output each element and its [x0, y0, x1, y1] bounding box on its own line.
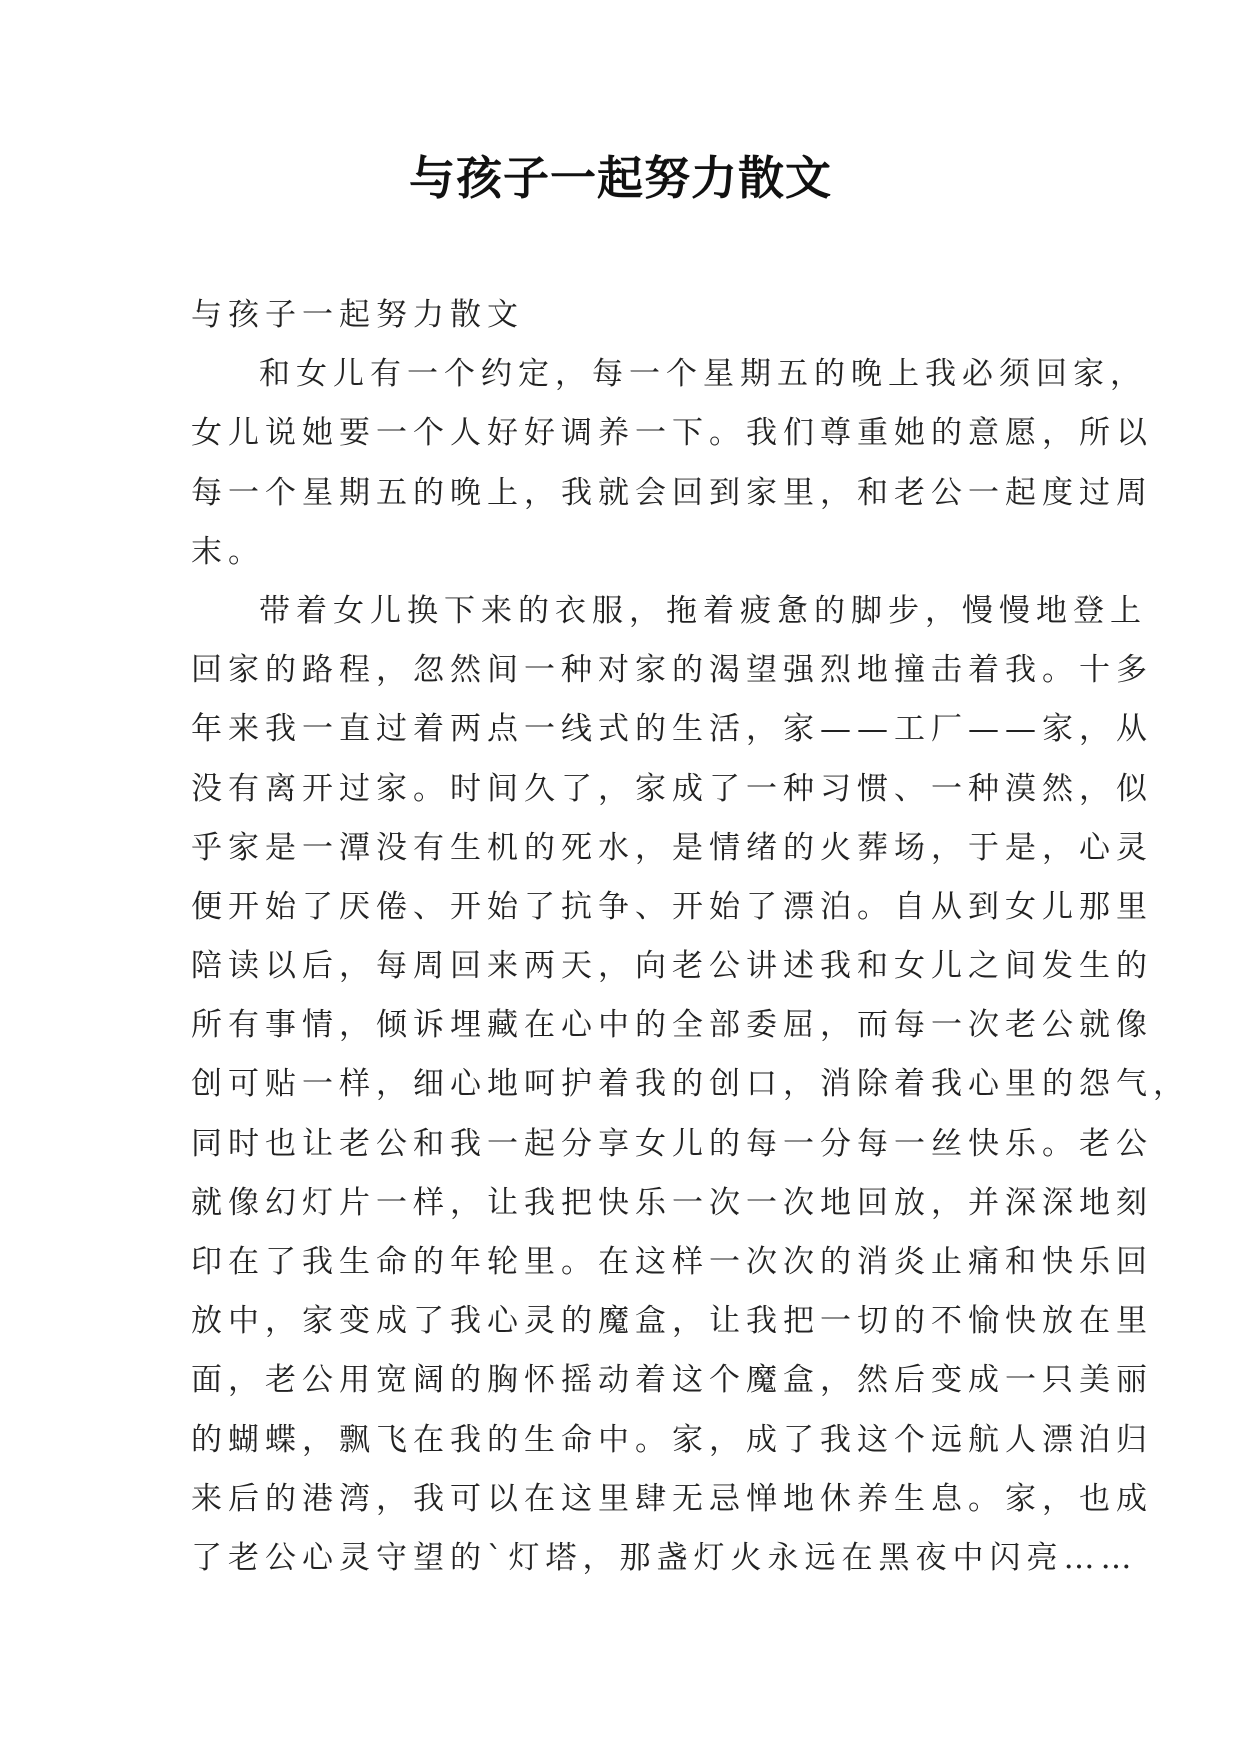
paragraph-2-line: 乎家是一潭没有生机的死水，是情绪的火葬场，于是，心灵 [191, 829, 1153, 866]
paragraph-2-line: 便开始了厌倦、开始了抗争、开始了漂泊。自从到女儿那里 [191, 888, 1153, 925]
paragraph-2-line: 年来我一直过着两点一线式的生活，家——工厂——家，从 [191, 711, 1153, 748]
paragraph-2-line: 创可贴一样，细心地呵护着我的创口，消除着我心里的怨气， [191, 1066, 1190, 1103]
paragraph-2-line: 同时也让老公和我一起分享女儿的每一分每一丝快乐。老公 [191, 1125, 1153, 1162]
paragraph-1-line: 每一个星期五的晚上，我就会回到家里，和老公一起度过周 [191, 474, 1153, 511]
paragraph-2-line: 面，老公用宽阔的胸怀摇动着这个魔盒，然后变成一只美丽 [191, 1362, 1153, 1399]
paragraph-2-line: 就像幻灯片一样，让我把快乐一次一次地回放，并深深地刻 [191, 1184, 1153, 1221]
paragraph-2-line: 回家的路程，忽然间一种对家的渴望强烈地撞击着我。十多 [191, 652, 1153, 689]
paragraph-1-line: 末。 [191, 533, 265, 570]
paragraph-2-line: 的蝴蝶，飘飞在我的生命中。家，成了我这个远航人漂泊归 [191, 1421, 1153, 1458]
paragraph-2-line: 了老公心灵守望的`灯塔，那盏灯火永远在黑夜中闪亮…… [191, 1539, 1138, 1576]
document-body [191, 286, 1190, 1588]
paragraph-2-line: 来后的港湾，我可以在这里肆无忌惮地休养生息。家，也成 [191, 1480, 1153, 1517]
paragraph-2-line: 陪读以后，每周回来两天，向老公讲述我和女儿之间发生的 [191, 948, 1153, 985]
paragraph-2-line: 印在了我生命的年轮里。在这样一次次的消炎止痛和快乐回 [191, 1244, 1153, 1280]
paragraph-2-line: 所有事情，倾诉埋藏在心中的全部委屈，而每一次老公就像 [191, 1007, 1153, 1044]
paragraph-2-line: 带着女儿换下来的衣服，拖着疲惫的脚步，慢慢地登上 [259, 592, 1147, 629]
paragraph-1-line: 女儿说她要一个人好好调养一下。我们尊重她的意愿，所以 [191, 415, 1153, 452]
paragraph-2-line: 放中，家变成了我心灵的魔盒，让我把一切的不愉快放在里 [191, 1303, 1153, 1340]
subtitle-line: 与孩子一起努力散文 [191, 297, 524, 333]
paragraph-2-line: 没有离开过家。时间久了，家成了一种习惯、一种漠然，似 [191, 770, 1153, 807]
paragraph-1-line: 和女儿有一个约定，每一个星期五的晚上我必须回家， [259, 356, 1147, 393]
document-title: 与孩子一起努力散文 [409, 151, 832, 205]
